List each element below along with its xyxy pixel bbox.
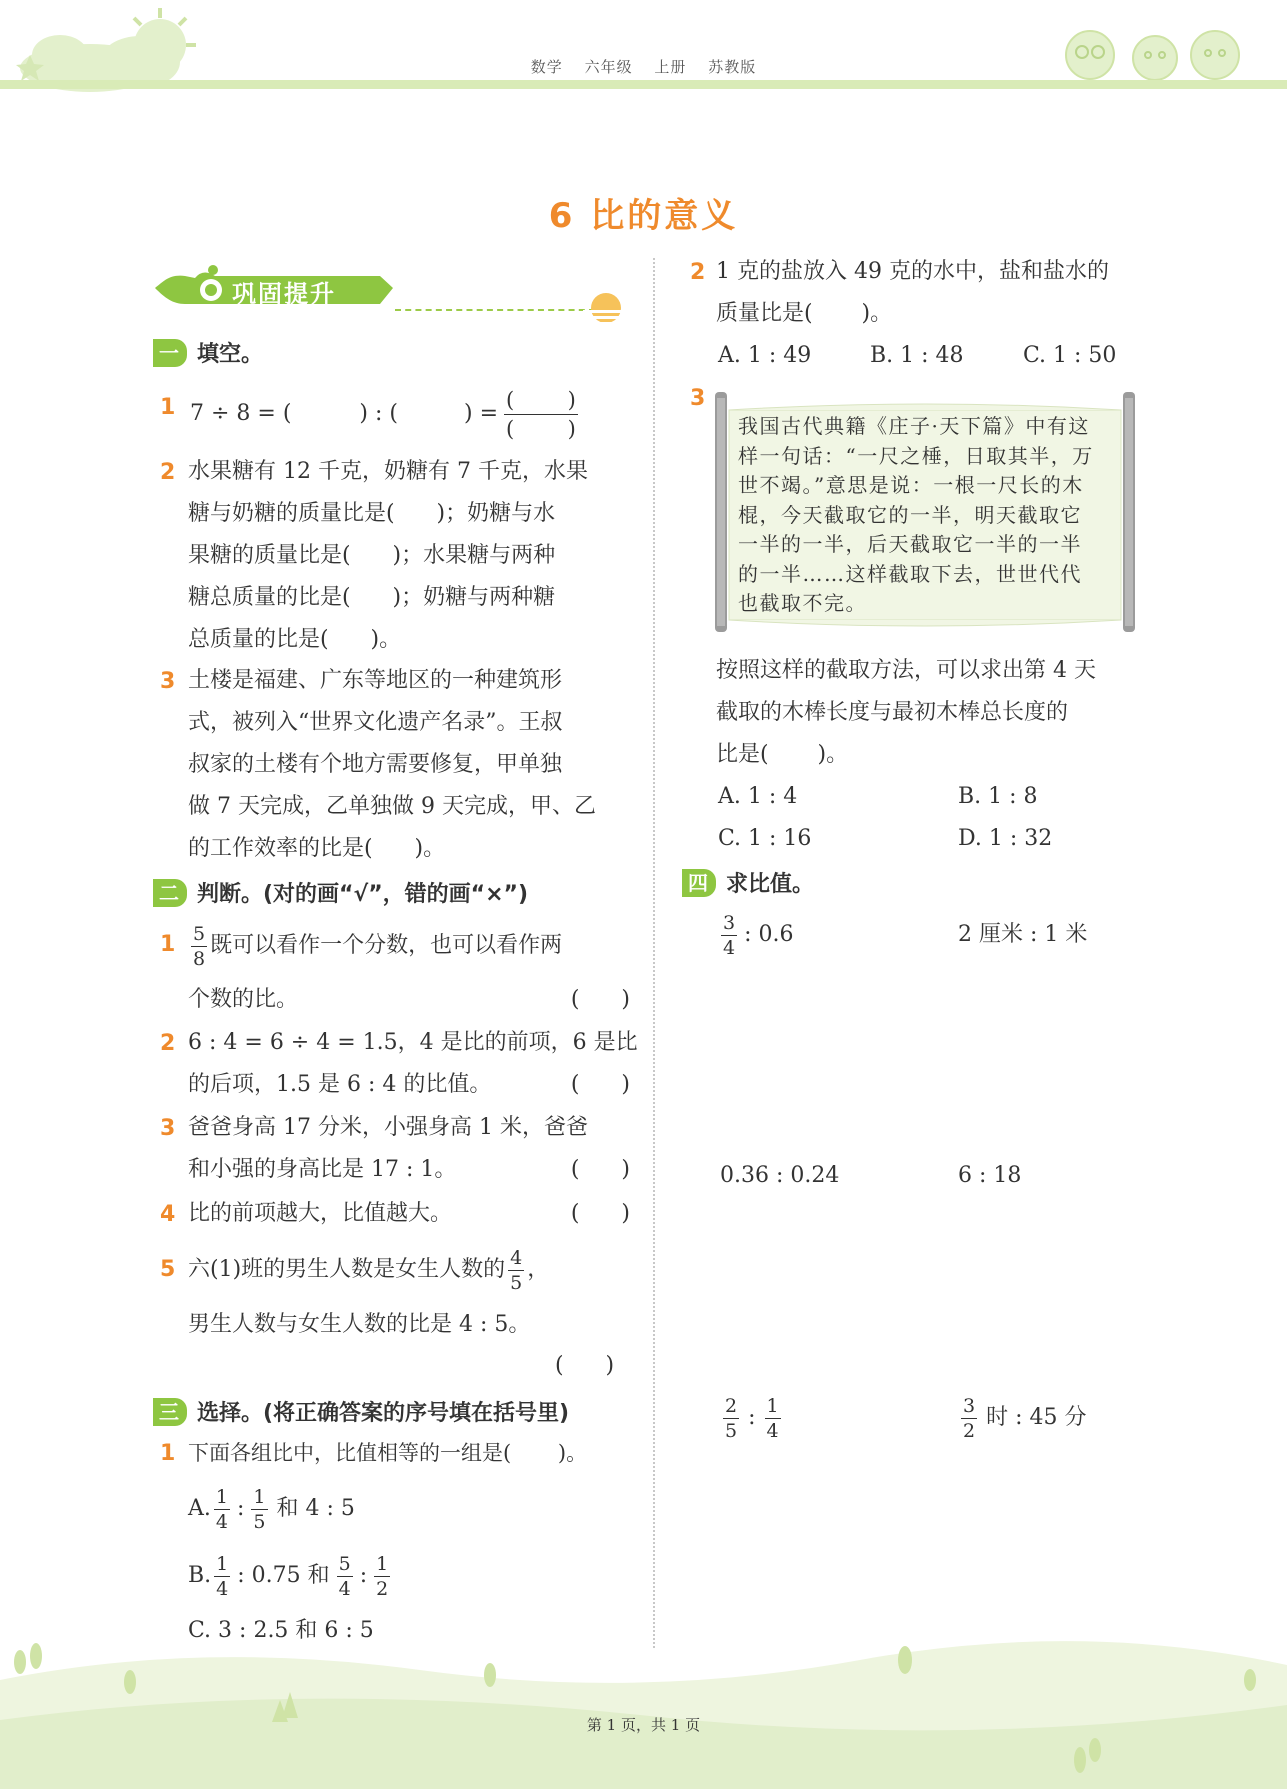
s2-q5-text: 六(1)班的男生人数是女生人数的 xyxy=(188,1257,506,1282)
s2-q1-fraction-num: 5 xyxy=(193,922,206,945)
s2-q5-fraction-num: 4 xyxy=(510,1246,523,1269)
s3-q2-option-c[interactable]: C. 1 : 50 xyxy=(1023,343,1117,368)
s1-q2 xyxy=(188,451,638,661)
option-b-mid: : 0.75 和 xyxy=(237,1563,330,1588)
scroll-line: 样一句话：“一尺之棰，日取其半，万 xyxy=(738,443,1094,468)
s1-q2-number: 2 xyxy=(160,460,176,485)
s4-p1-fraction xyxy=(721,913,737,958)
section4-label: 求比值。 xyxy=(726,872,815,897)
footer-page-number: 第 1 页，共 1 页 xyxy=(586,1716,701,1734)
frac-num: 2 xyxy=(725,1394,738,1417)
option-a-fraction2 xyxy=(251,1487,267,1532)
s2-q4-number: 4 xyxy=(160,1202,176,1227)
option-c-label: C. xyxy=(188,1618,212,1643)
s2-q1-answer-paren[interactable]: ( ) xyxy=(570,987,630,1012)
s3-q3-option-d[interactable]: D. 1 : 32 xyxy=(958,826,1053,851)
option-a-fraction1 xyxy=(214,1487,230,1532)
option-a-tail: 和 4 : 5 xyxy=(276,1496,355,1521)
s1-q3-line: 做 7 天完成，乙单独做 9 天完成，甲、乙 xyxy=(188,794,596,819)
ratio-sep: : xyxy=(359,1563,368,1588)
s1-q1-fraction xyxy=(504,388,578,441)
s3-q3-line: 比是( )。 xyxy=(716,742,849,767)
s2-q1-number: 1 xyxy=(160,932,176,957)
ratio-sep: : xyxy=(748,1405,756,1430)
s1-q2-line: 糖与奶糖的质量比是( )；奶糖与水 xyxy=(188,501,556,526)
s4-problem-5 xyxy=(720,1390,784,1446)
header-volume: 上册 xyxy=(654,58,687,76)
sun-icon xyxy=(583,288,629,324)
s2-q2-number: 2 xyxy=(160,1031,176,1056)
s2-q1-line1 xyxy=(188,918,562,974)
frac-den: 2 xyxy=(963,1419,976,1442)
s4-problem-2: 2 厘米 : 1 米 xyxy=(958,922,1088,947)
s2-q3-answer-paren[interactable]: ( ) xyxy=(570,1157,630,1182)
s4-problem-1 xyxy=(718,907,794,963)
s2-q5-line1 xyxy=(188,1242,549,1298)
s2-q2-line2 xyxy=(188,1064,630,1106)
s2-q3-line2 xyxy=(188,1149,630,1191)
s4-problem-6 xyxy=(958,1390,1086,1446)
s4-p1-tail: : 0.6 xyxy=(744,922,794,947)
option-b-fraction2 xyxy=(337,1554,353,1599)
s1-q2-line: 总质量的比是( )。 xyxy=(188,627,402,652)
s2-q1-fraction-den: 8 xyxy=(193,947,206,970)
frac-num: 1 xyxy=(376,1552,389,1575)
s2-q4-answer-paren[interactable]: ( ) xyxy=(570,1201,630,1226)
frac-den: 4 xyxy=(723,936,736,959)
option-c-text: 3 : 2.5 和 6 : 5 xyxy=(218,1618,374,1643)
frac-num: 5 xyxy=(338,1552,351,1575)
s2-q5-fraction xyxy=(508,1248,524,1293)
ratio-sep: : xyxy=(236,1496,245,1521)
s2-q5-answer-paren[interactable]: ( ) xyxy=(555,1353,615,1378)
s1-q1-part-c: ) = xyxy=(464,401,499,426)
s2-q4-line1 xyxy=(188,1193,630,1235)
scroll-line: 我国古代典籍《庄子·天下篇》中有这 xyxy=(738,414,1090,438)
s2-q5-comma: ， xyxy=(527,1257,550,1282)
header-grade: 六年级 xyxy=(584,58,633,76)
s3-q3-line: 按照这样的截取方法，可以求出第 4 天 xyxy=(716,658,1096,683)
s3-q2-number: 2 xyxy=(690,260,706,285)
frac-den: 4 xyxy=(215,1510,228,1533)
s3-q1-option-b[interactable] xyxy=(188,1548,393,1604)
banner-label: 巩固提升 xyxy=(232,280,336,308)
s1-q1 xyxy=(190,388,581,440)
s2-q1-text: 既可以看作一个分数，也可以看作两 xyxy=(210,933,563,958)
s3-q2-line1: 1 克的盐放入 49 克的水中，盐和盐水的 xyxy=(716,259,1109,284)
option-b-fraction3 xyxy=(374,1554,390,1599)
s2-q2-line1: 6 : 4 = 6 ÷ 4 = 1.5，4 是比的前项，6 是比 xyxy=(188,1030,638,1055)
scroll-line: 世不竭。”意思是说：一根一尺长的木 xyxy=(738,473,1084,497)
s2-q1-line2 xyxy=(188,979,630,1021)
frac-den: 2 xyxy=(376,1577,389,1600)
s1-q2-line: 糖总质量的比是( )；奶糖与两种糖 xyxy=(188,585,556,610)
s2-q2-answer-paren[interactable]: ( ) xyxy=(570,1072,630,1097)
s3-q1-option-a[interactable] xyxy=(188,1481,355,1537)
s4-p6-fraction xyxy=(961,1396,977,1441)
s1-q3 xyxy=(188,660,638,870)
s1-q1-part-b: ) : ( xyxy=(359,401,398,426)
s1-q2-line: 果糖的质量比是( )；水果糖与两种 xyxy=(188,543,556,568)
s4-p6-tail: 时 : 45 分 xyxy=(986,1405,1087,1430)
header-edition: 苏教版 xyxy=(708,58,757,76)
option-a-label: A. xyxy=(188,1496,211,1521)
frac-num: 1 xyxy=(215,1485,228,1508)
scroll-line: 棍，今天截取它的一半，明天截取它 xyxy=(738,502,1082,527)
frac-den: 4 xyxy=(216,1577,229,1600)
s1-q2-line: 水果糖有 12 千克，奶糖有 7 千克，水果 xyxy=(188,459,588,484)
s2-q5-number: 5 xyxy=(160,1257,176,1282)
s4-problem-3: 0.36 : 0.24 xyxy=(720,1163,840,1188)
s3-q3-option-b[interactable]: B. 1 : 8 xyxy=(958,784,1038,809)
s3-q3-question xyxy=(716,650,1096,776)
s1-q3-line: 叔家的土楼有个地方需要修复，甲单独 xyxy=(188,752,563,777)
s3-q3-line: 截取的木棒长度与最初木棒总长度的 xyxy=(716,700,1069,725)
s2-q3-line1: 爸爸身高 17 分米，小强身高 1 米，爸爸 xyxy=(188,1115,588,1140)
s2-q3-text2: 和小强的身高比是 17 : 1。 xyxy=(188,1157,457,1182)
section3-heading xyxy=(153,1396,569,1427)
s1-q1-fraction-den: ( ) xyxy=(506,416,576,441)
frac-den: 5 xyxy=(725,1419,738,1442)
s2-q1-text2: 个数的比。 xyxy=(188,987,299,1012)
option-b-label: B. xyxy=(188,1563,212,1588)
option-b-fraction1 xyxy=(214,1554,230,1599)
s3-q3-option-a[interactable]: A. 1 : 4 xyxy=(718,784,798,809)
section3-tag: 三 xyxy=(153,1398,187,1426)
frac-den: 4 xyxy=(338,1577,351,1600)
frac-den: 4 xyxy=(766,1419,779,1442)
s3-q2-option-a[interactable]: A. 1 : 49 xyxy=(718,343,812,368)
s2-q2-text2: 的后项，1.5 是 6 : 4 的比值。 xyxy=(188,1072,492,1097)
s3-q1-text: 下面各组比中，比值相等的一组是( )。 xyxy=(188,1441,588,1465)
frac-num: 1 xyxy=(216,1552,229,1575)
s1-q1-part-a: 7 ÷ 8 = ( xyxy=(190,401,292,426)
s4-problem-4: 6 : 18 xyxy=(958,1163,1022,1188)
scroll-line: 的一半……这样截取下去，世世代代 xyxy=(738,561,1082,586)
scroll-text xyxy=(738,412,1126,619)
s2-q5-line2: 男生人数与女生人数的比是 4 : 5。 xyxy=(188,1312,531,1337)
column-divider xyxy=(653,258,655,1648)
header-band xyxy=(0,80,1287,89)
s4-p5-fraction1 xyxy=(723,1396,739,1441)
section2-label: 判断。(对的画“√”，错的画“×”) xyxy=(197,882,529,907)
frac-num: 3 xyxy=(723,911,736,934)
s1-q3-line: 的工作效率的比是( )。 xyxy=(188,836,446,861)
s3-q2-line2: 质量比是( )。 xyxy=(716,301,893,326)
frac-num: 3 xyxy=(963,1394,976,1417)
scroll-line: 一半的一半，后天截取它一半的一半 xyxy=(738,532,1082,556)
frac-num: 1 xyxy=(766,1394,779,1417)
s1-q3-line: 土楼是福建、广东等地区的一种建筑形 xyxy=(188,668,563,693)
frac-den: 5 xyxy=(253,1510,266,1533)
s3-q3-number: 3 xyxy=(690,386,706,411)
s1-q1-fraction-num: ( ) xyxy=(504,388,578,415)
header-subject: 数学 xyxy=(530,58,563,76)
section4-heading xyxy=(682,867,814,898)
s2-q4-text: 比的前项越大，比值越大。 xyxy=(188,1201,453,1226)
page-title: 6 比的意义 xyxy=(548,196,739,236)
section1-heading xyxy=(153,337,263,368)
header-text xyxy=(0,56,1287,77)
s1-q1-number: 1 xyxy=(160,395,176,420)
s3-q3-option-c[interactable]: C. 1 : 16 xyxy=(718,826,812,851)
s4-p5-fraction2 xyxy=(765,1396,781,1441)
s2-q1-fraction xyxy=(191,924,207,969)
s2-q5-fraction-den: 5 xyxy=(510,1271,523,1294)
section2-tag: 二 xyxy=(153,879,187,907)
section2-heading xyxy=(153,877,528,908)
section1-tag: 一 xyxy=(153,339,187,367)
section4-tag: 四 xyxy=(682,869,716,897)
s1-q3-line: 式，被列入“世界文化遗产名录”。王叔 xyxy=(188,710,563,735)
footer-hills-decoration xyxy=(0,1620,1287,1789)
s3-q1-number: 1 xyxy=(160,1441,176,1466)
section1-label: 填空。 xyxy=(197,342,264,367)
banner-dash-line xyxy=(395,309,595,311)
section3-label: 选择。(将正确答案的序号填在括号里) xyxy=(197,1401,570,1426)
scroll-line: 也截取不完。 xyxy=(738,591,867,615)
s3-q2-option-b[interactable]: B. 1 : 48 xyxy=(870,343,964,368)
s2-q3-number: 3 xyxy=(160,1116,176,1141)
frac-num: 1 xyxy=(253,1485,266,1508)
s1-q3-number: 3 xyxy=(160,669,176,694)
